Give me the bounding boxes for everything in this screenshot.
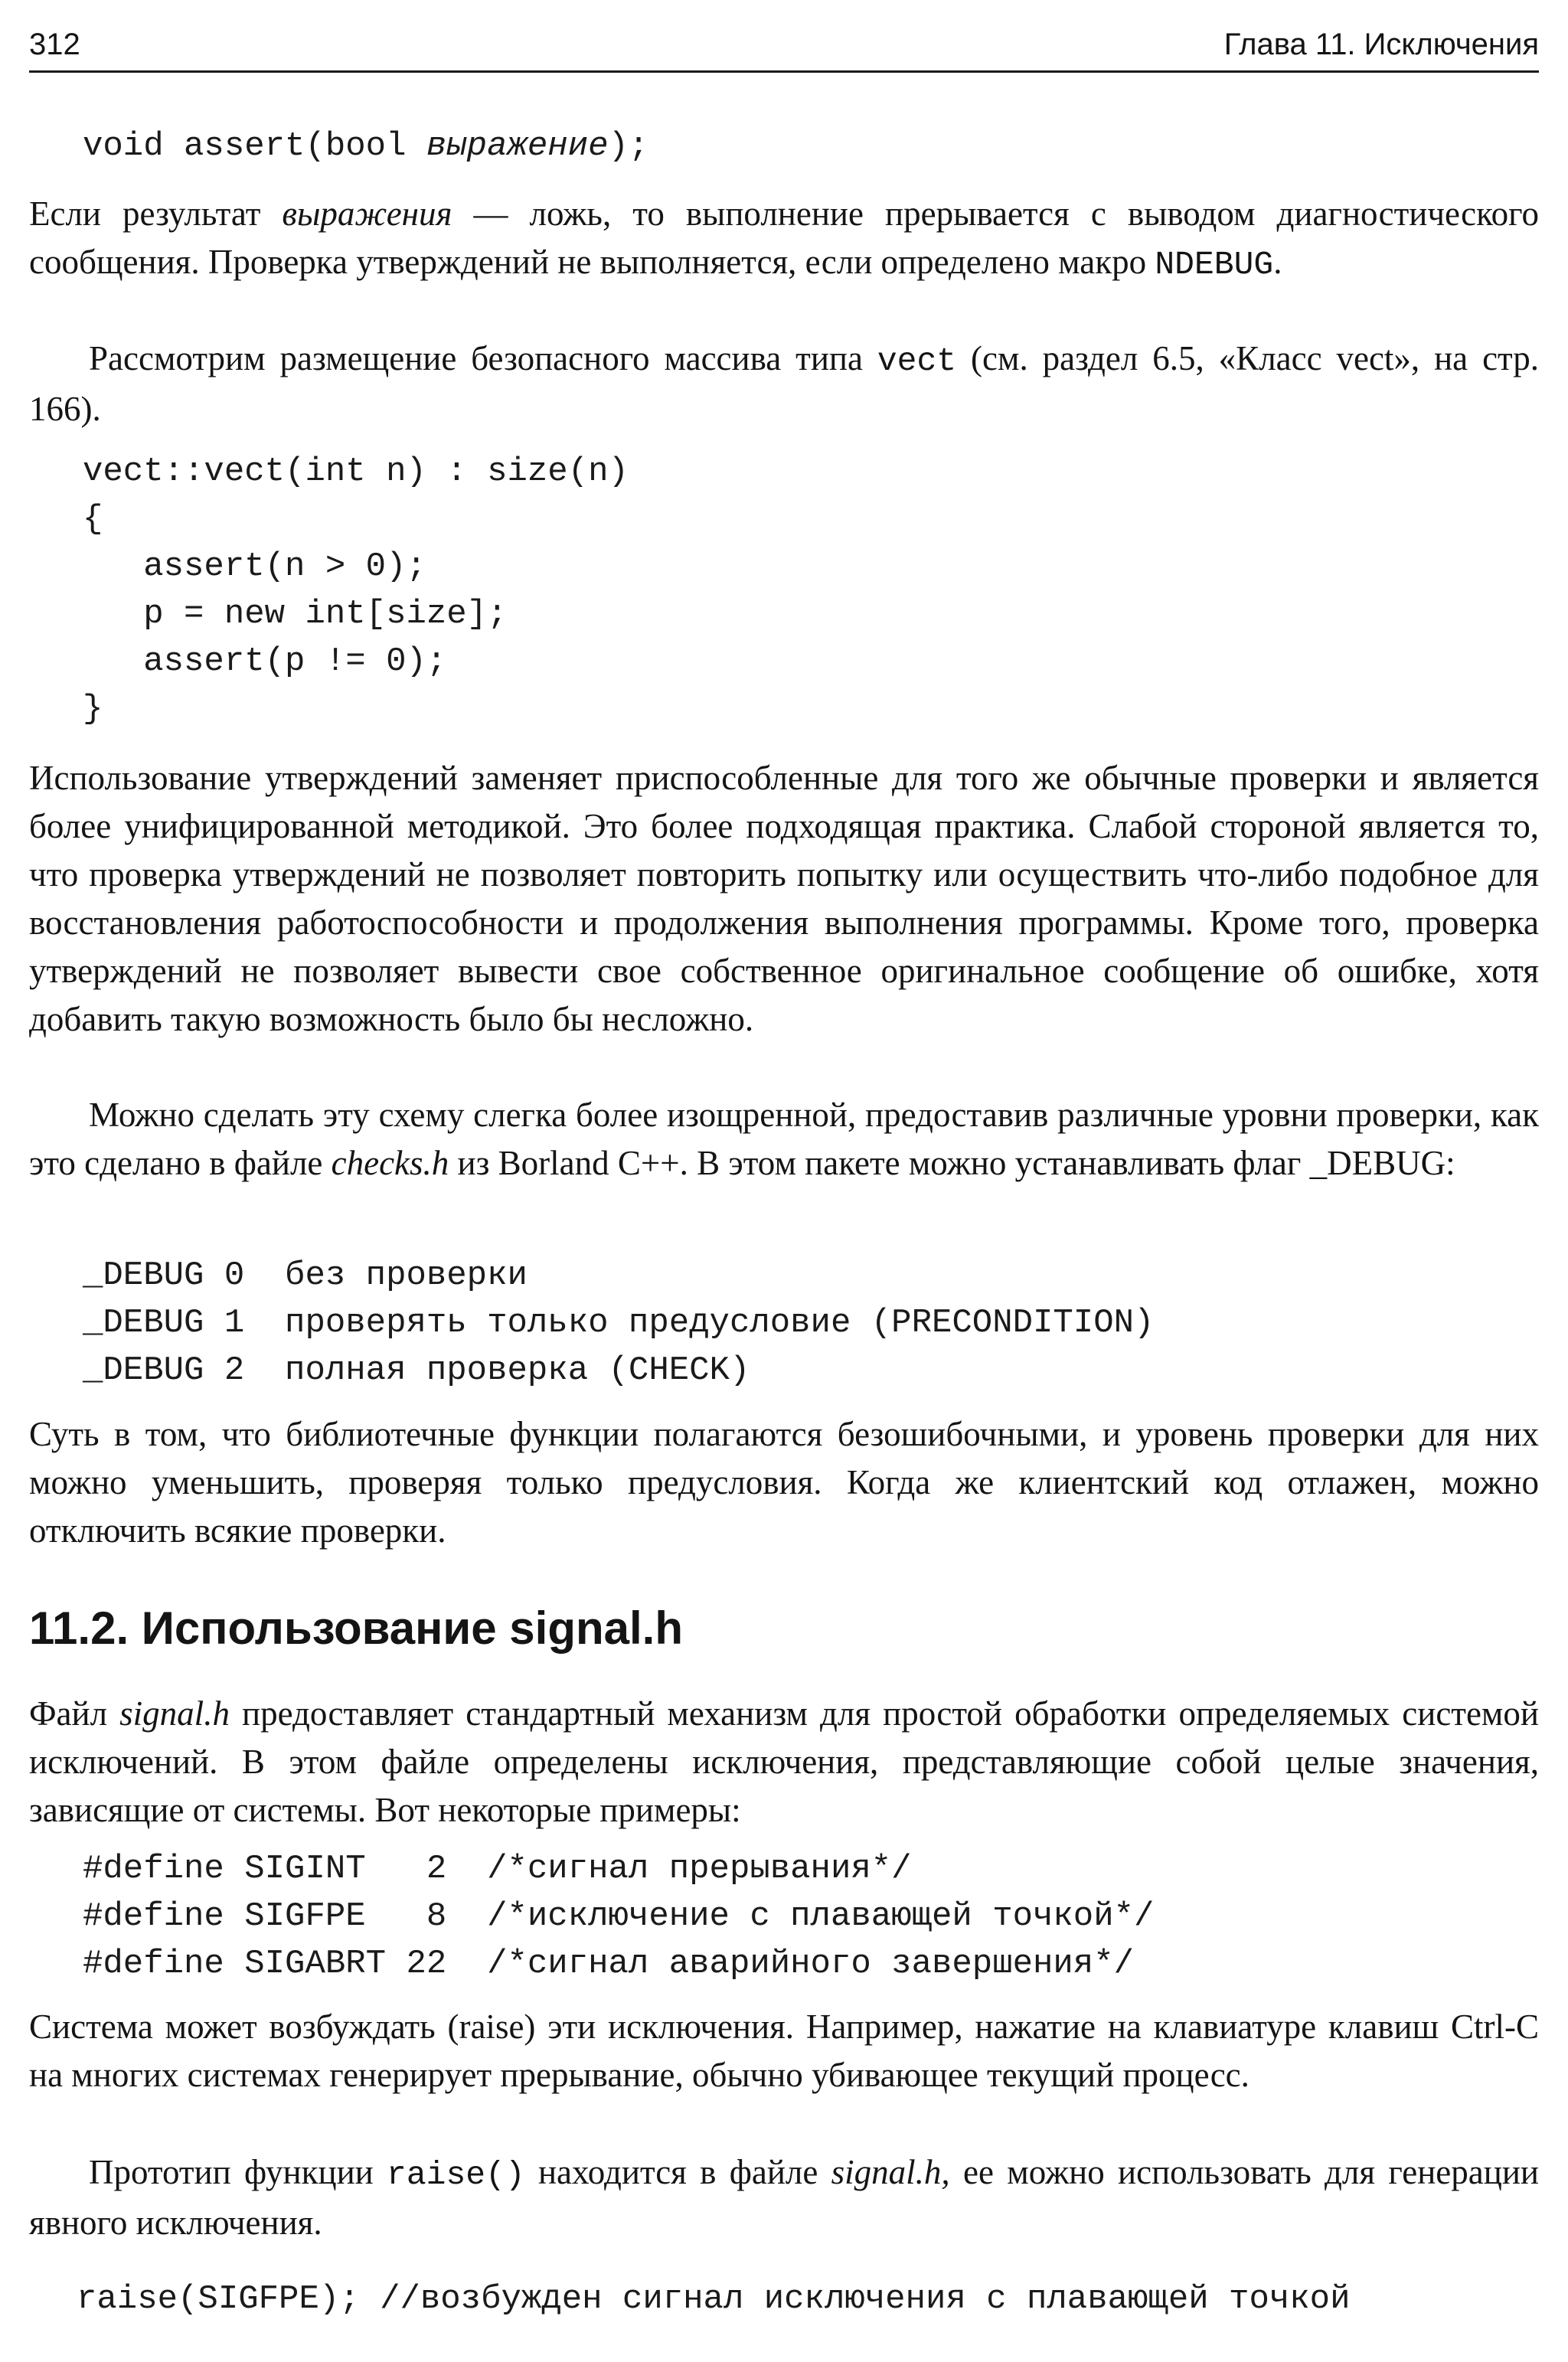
code-signal-defines — [83, 1845, 1154, 1988]
code-line: _DEBUG 1 проверять только предусловие (PRECONDITION) — [83, 1304, 1155, 1342]
section-title: 11.2. Использование signal.h — [29, 1602, 684, 1654]
code-line: assert(p != 0); — [83, 642, 447, 681]
code-line: { — [83, 500, 103, 538]
code-line: _DEBUG 2 полная проверка (CHECK) — [83, 1351, 750, 1390]
paragraph-library-checks: Суть в том, что библиотечные функции полагаются безошибочными, и уровень проверки для них можно уменьшить, проверяя только предусловия. Когда же клиентский код отлажен, можно отключить всякие проверки. — [29, 1415, 1539, 1550]
code-line: #define SIGFPE 8 /*исключение с плавающей точкой*/ — [83, 1897, 1155, 1936]
paragraph-raise-system: Система может возбуждать (raise) эти исключения. Например, нажатие на клавиатуре клавиш Ctrl-C на многих системах генерирует прерывание, обычно убивающее текущий процесс. — [29, 2008, 1539, 2094]
code-line: #define SIGINT 2 /*сигнал прерывания*/ — [83, 1850, 912, 1888]
code-line: p = new int[size]; — [83, 595, 508, 633]
paragraph-assert-desc: Если результат выражения — ложь, то выполнение прерывается с выводом диагностического сообщения. Проверка утверждений не выполняется, если определено макро NDEBUG. — [29, 194, 1539, 283]
code-line: assert(n > 0); — [83, 547, 426, 586]
code-line: #define SIGABRT 22 /*сигнал аварийного завершения*/ — [83, 1945, 1135, 1983]
page-number: 312 — [29, 28, 80, 61]
code-debug-levels — [83, 1252, 1154, 1394]
code-line: void assert(bool выражение); — [83, 127, 649, 165]
paragraph-vect-intro: Рассмотрим размещение безопасного массива типа vect (см. раздел 6.5, «Класс vect», на стр. 166). — [29, 339, 1540, 428]
paragraph-raise-prototype: Прототип функции raise() находится в файле signal.h, ее можно использовать для генерации явного исключения. — [29, 2153, 1539, 2242]
code-line: _DEBUG 0 без проверки — [83, 1256, 528, 1295]
code-vect-constructor — [83, 448, 629, 733]
paragraph-assert-usage: Использование утверждений заменяет приспособленные для того же обычные проверки и является более унифицированной методикой. Это более подходящая практика. Слабой стороной является то, что проверка утверждений не позволяет повторить попытку или осуществить что-либо подобное для восстановления работоспособности и продолжения выполнения программы. Кроме того, проверка утверждений не позволяет вывести свое собственное оригинальное сообщение об ошибке, хотя добавить такую возможность было бы несложно. — [29, 759, 1539, 1038]
code-line: } — [83, 690, 103, 728]
paragraph-checks-h: Можно сделать эту схему слегка более изощренной, предоставив различные уровни проверки, как это сделано в файле checks.h из Borland C++. В этом пакете можно устанавливать флаг _DEBUG: — [29, 1096, 1539, 1182]
code-raise-example — [77, 2275, 1350, 2323]
code-line: vect::vect(int n) : size(n) — [83, 452, 629, 491]
code-line: raise(SIGFPE); //возбужден сигнал исключения с плавающей точкой — [77, 2280, 1351, 2318]
code-assert-signature — [83, 123, 648, 170]
running-header — [29, 23, 1539, 73]
chapter-title: Глава 11. Исключения — [1223, 28, 1539, 61]
paragraph-signal-h: Файл signal.h предоставляет стандартный механизм для простой обработки определяемых системой исключений. В этом файле определены исключения, представляющие собой целые значения, зависящие от системы. Вот некоторые примеры: — [29, 1694, 1539, 1829]
